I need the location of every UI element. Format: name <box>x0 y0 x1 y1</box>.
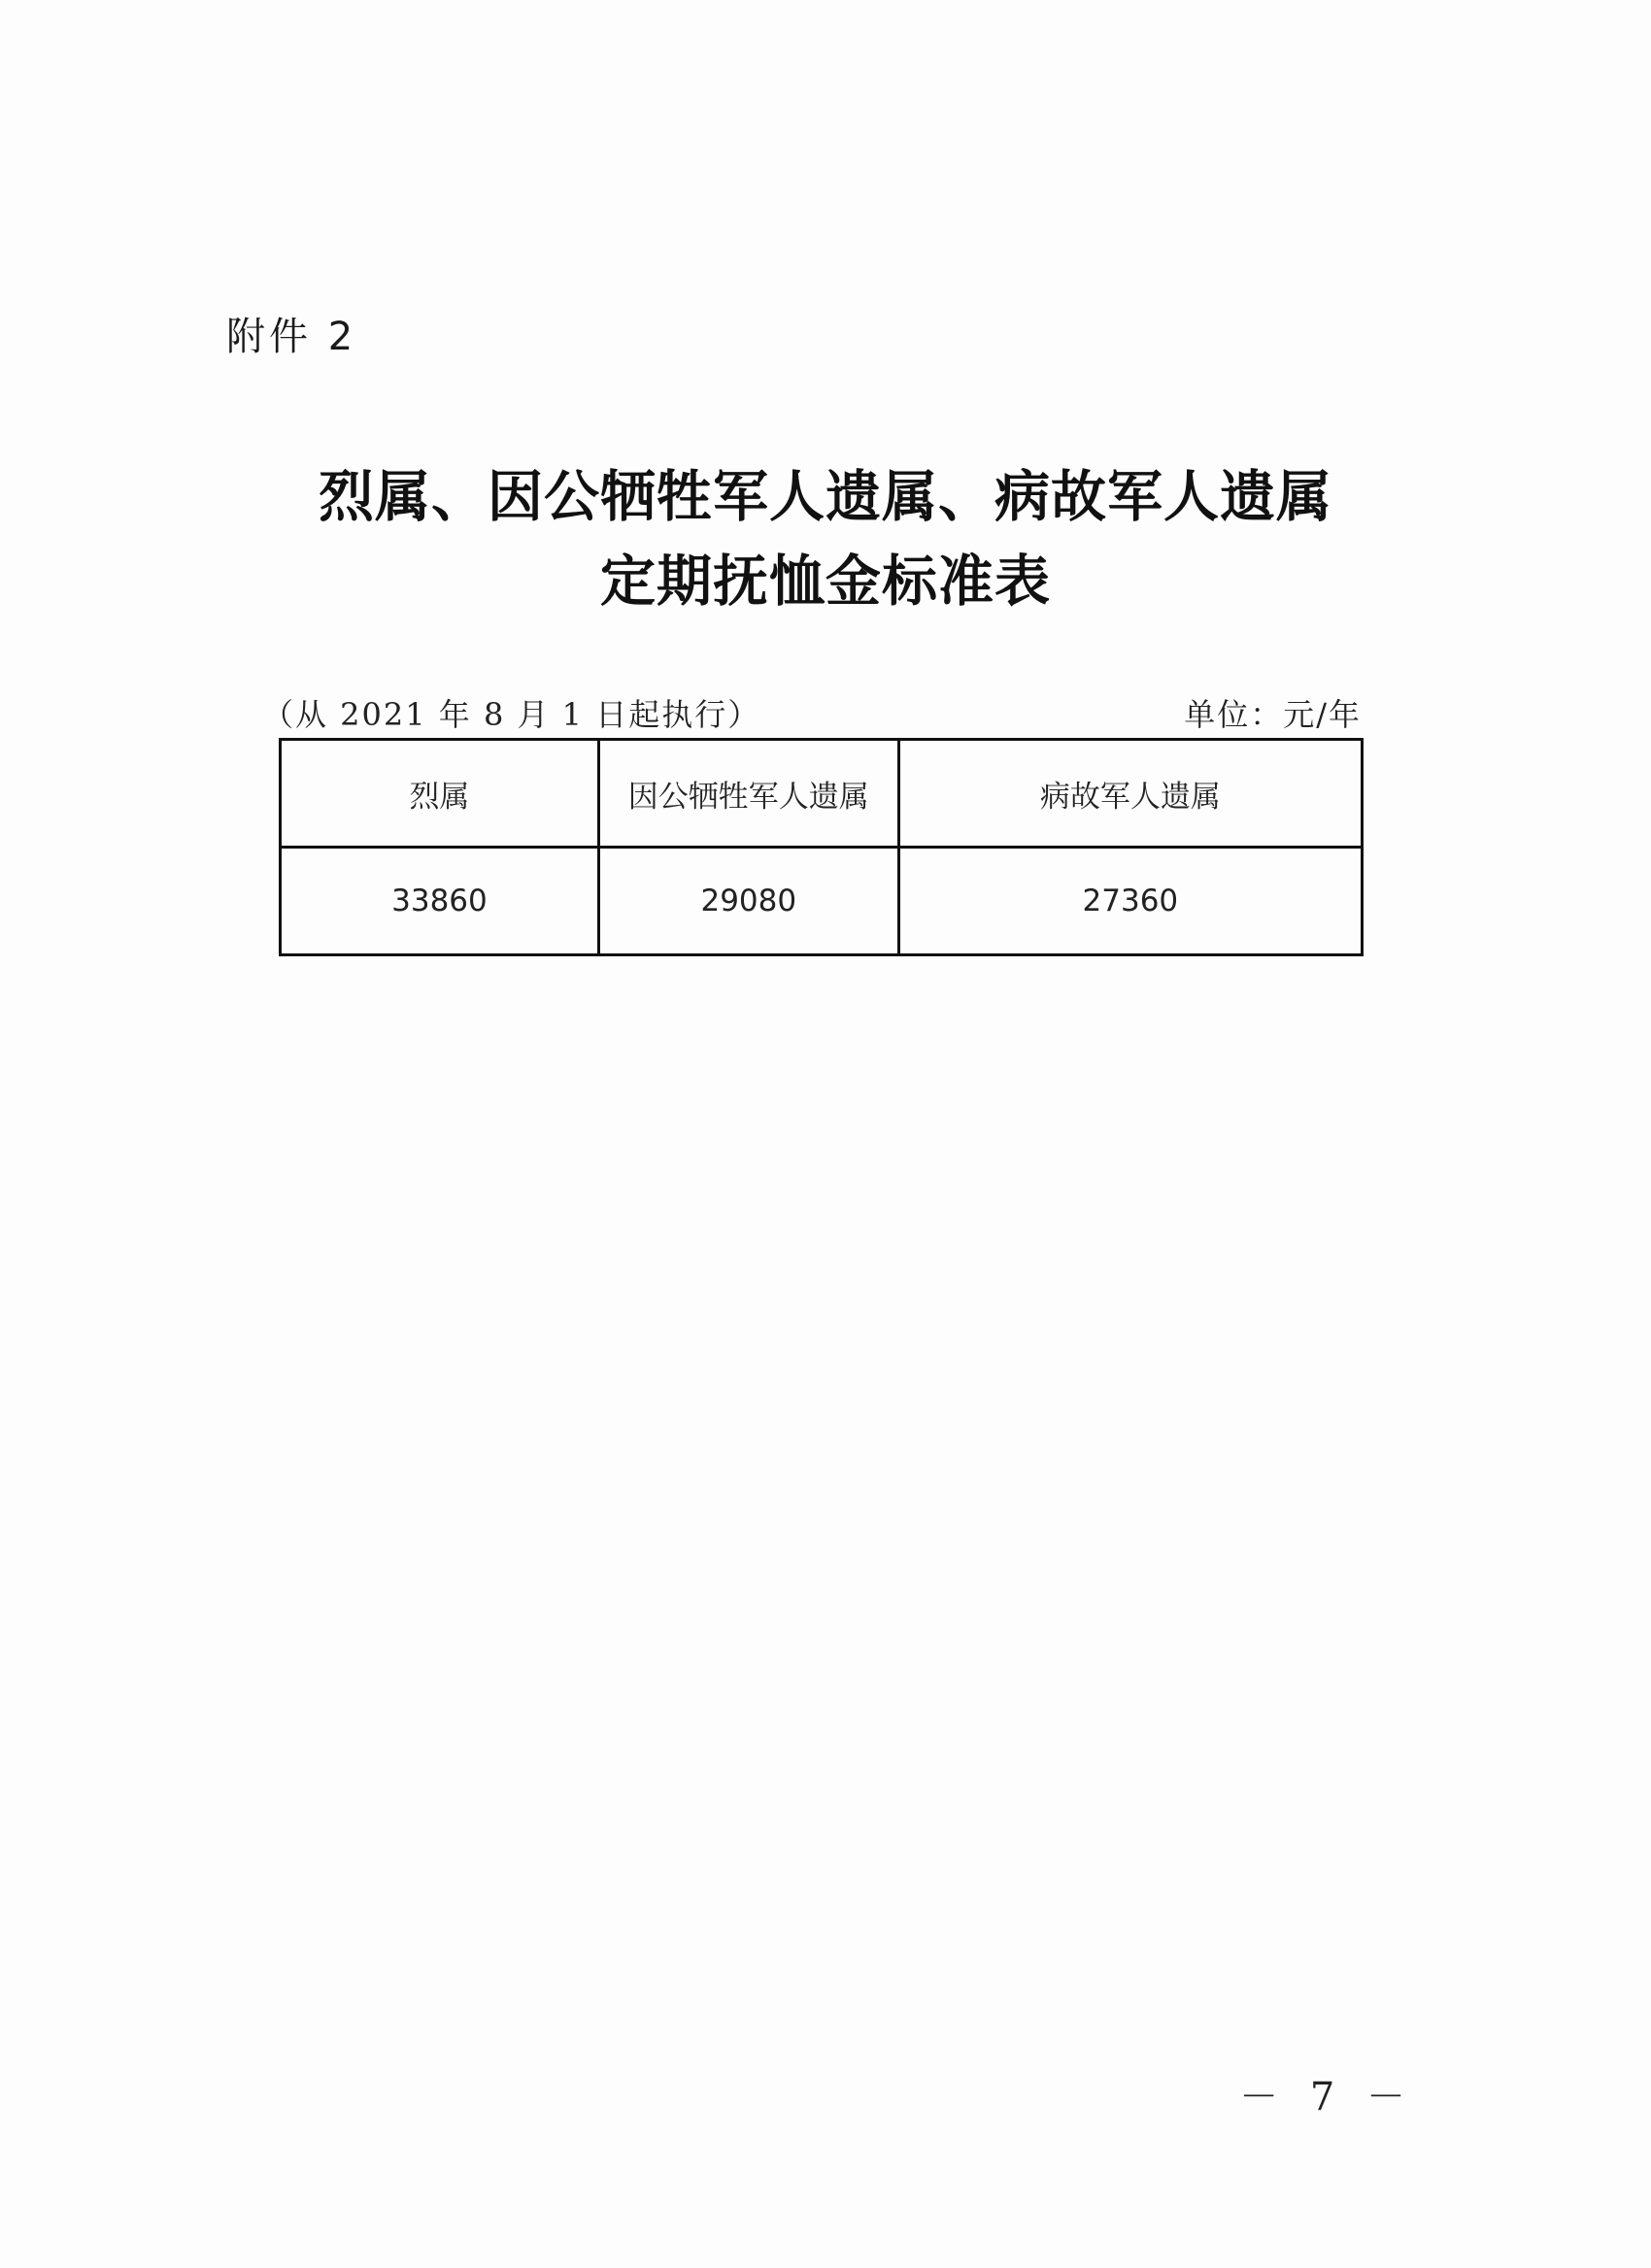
table-header-row <box>281 740 1363 848</box>
document-title-line-2: 定期抚恤金标准表 <box>600 550 1051 614</box>
pension-standard-table <box>279 738 1364 956</box>
table-row <box>281 848 1363 955</box>
table-header-cell: 病故军人遗属 <box>898 740 1362 848</box>
attachment-label: 附件 2 <box>226 315 357 359</box>
table-header-cell: 烈属 <box>281 740 599 848</box>
page-number: － 7 － <box>1239 2075 1415 2119</box>
table-cell: 29080 <box>598 848 898 955</box>
table-cell: 33860 <box>281 848 599 955</box>
effective-date-note: （从 2021 年 8 月 1 日起执行） <box>262 696 761 733</box>
table-cell: 27360 <box>898 848 1362 955</box>
unit-note: 单位：元/年 <box>1184 696 1362 733</box>
document-title-line-1: 烈属、因公牺牲军人遗属、病故军人遗属 <box>319 465 1332 529</box>
table-header-cell: 因公牺牲军人遗属 <box>598 740 898 848</box>
